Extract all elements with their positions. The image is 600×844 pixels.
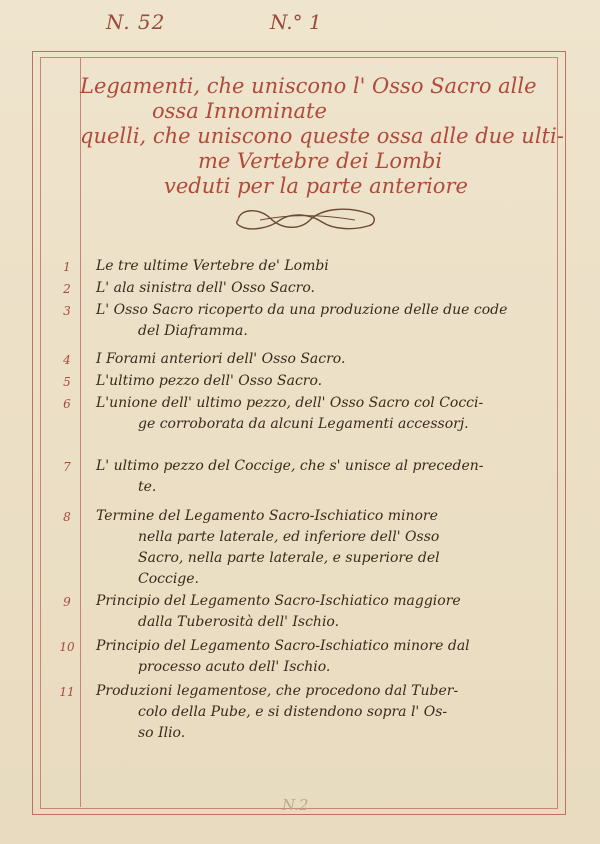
item-text bbox=[96, 349, 544, 370]
item-text-line: del Diaframma. bbox=[138, 323, 248, 339]
item-number: 1 bbox=[63, 260, 71, 274]
item-text-line: L' ala sinistra dell' Osso Sacro. bbox=[96, 280, 316, 296]
item-number: 7 bbox=[63, 460, 71, 474]
item-text-line: L' ultimo pezzo del Coccige, che s' unisce al preceden- bbox=[96, 458, 484, 474]
item-text-line: Principio del Legamento Sacro-Ischiatico minore dal bbox=[96, 638, 470, 654]
item-text-line: L' Osso Sacro ricoperto da una produzione delle due code bbox=[96, 302, 508, 318]
item-text bbox=[96, 456, 544, 498]
item-number: 4 bbox=[63, 353, 71, 367]
folio-number-left: N. 52 bbox=[106, 10, 166, 34]
calligraphic-flourish bbox=[230, 200, 380, 240]
item-number: 11 bbox=[59, 685, 75, 699]
title-line-3: quelli, che uniscono queste ossa alle due ulti- bbox=[80, 124, 564, 148]
item-number: 6 bbox=[63, 397, 71, 411]
item-number: 5 bbox=[63, 375, 71, 389]
item-text bbox=[96, 300, 544, 342]
item-number: 10 bbox=[59, 640, 75, 654]
item-text bbox=[96, 371, 544, 392]
item-number: 3 bbox=[63, 304, 71, 318]
item-text-line: nella parte laterale, ed inferiore dell' Osso bbox=[138, 529, 440, 545]
item-text-line: Termine del Legamento Sacro-Ischiatico minore bbox=[96, 508, 438, 524]
item-text-line: colo della Pube, e si distendono sopra l' Os- bbox=[138, 704, 448, 720]
folio-number-center: N.° 1 bbox=[270, 10, 322, 34]
item-text bbox=[96, 591, 544, 633]
item-text bbox=[96, 681, 544, 744]
title-line-2: ossa Innominate bbox=[152, 99, 327, 123]
item-text-line: Le tre ultime Vertebre de' Lombi bbox=[96, 258, 329, 274]
item-text-line: Sacro, nella parte laterale, e superiore del bbox=[138, 550, 440, 566]
item-number: 2 bbox=[63, 282, 71, 296]
item-text-line: processo acuto dell' Ischio. bbox=[138, 659, 331, 675]
item-text-line: so Ilio. bbox=[138, 725, 186, 741]
title-line-5: veduti per la parte anteriore bbox=[164, 174, 468, 198]
item-text bbox=[96, 636, 544, 678]
item-number: 9 bbox=[63, 595, 71, 609]
item-text-line: Coccige. bbox=[138, 571, 199, 587]
page-mark: N.2 bbox=[282, 796, 309, 814]
item-text-line: L'ultimo pezzo dell' Osso Sacro. bbox=[96, 373, 323, 389]
item-text bbox=[96, 393, 544, 435]
item-text bbox=[96, 278, 544, 299]
item-text-line: ge corroborata da alcuni Legamenti accessorj. bbox=[138, 416, 469, 432]
item-text bbox=[96, 256, 544, 277]
page-title bbox=[80, 74, 564, 199]
item-text bbox=[96, 506, 544, 590]
item-text-line: dalla Tuberosità dell' Ischio. bbox=[138, 614, 340, 630]
item-text-line: L'unione dell' ultimo pezzo, dell' Osso Sacro col Cocci- bbox=[96, 395, 484, 411]
item-text-line: Principio del Legamento Sacro-Ischiatico maggiore bbox=[96, 593, 461, 609]
title-line-4: me Vertebre dei Lombi bbox=[198, 149, 443, 173]
item-text-line: Produzioni legamentose, che procedono dal Tuber- bbox=[96, 683, 459, 699]
item-text-line: te. bbox=[138, 479, 157, 495]
item-text-line: I Forami anteriori dell' Osso Sacro. bbox=[96, 351, 346, 367]
item-number: 8 bbox=[63, 510, 71, 524]
title-line-1: Legamenti, che uniscono l' Osso Sacro alle bbox=[80, 74, 537, 98]
